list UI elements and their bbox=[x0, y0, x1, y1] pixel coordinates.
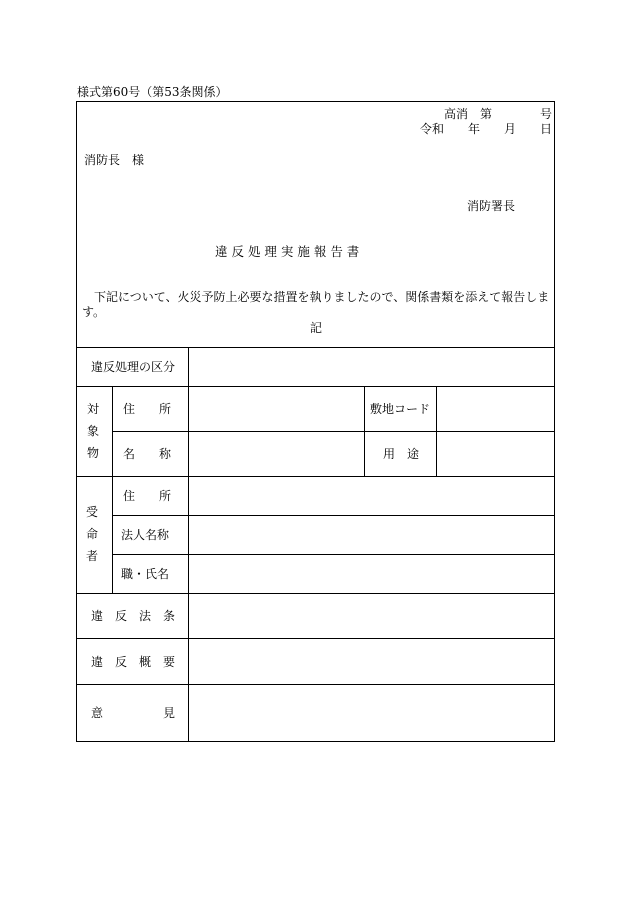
violation-category-label: 違反処理の区分 bbox=[91, 360, 176, 374]
table-line bbox=[76, 476, 555, 477]
target-name-label: 名 称 bbox=[123, 447, 172, 461]
body-text: 下記について、火災予防上必要な措置を執りましたので、関係書類を添えて報告します。 bbox=[82, 290, 550, 319]
violation-law-label: 違 反 法 条 bbox=[91, 609, 176, 623]
recipient-address-label: 住 所 bbox=[123, 489, 172, 503]
usage-label: 用 途 bbox=[383, 447, 420, 461]
table-line bbox=[76, 684, 555, 685]
table-line bbox=[76, 638, 555, 639]
table-line bbox=[112, 431, 555, 432]
table-line bbox=[364, 386, 365, 476]
form-number: 様式第60号（第53条関係） bbox=[77, 85, 228, 99]
corporate-name-label: 法人名称 bbox=[121, 528, 170, 542]
violation-summary-label: 違 反 概 要 bbox=[91, 655, 176, 669]
title-name-label: 職・氏名 bbox=[121, 567, 170, 581]
table-line bbox=[112, 386, 113, 593]
addressee: 消防長 様 bbox=[84, 153, 145, 167]
table-line bbox=[76, 347, 555, 348]
table-line bbox=[112, 554, 555, 555]
target-char: 象 bbox=[86, 424, 99, 438]
document-title: 違 反 処 理 実 施 報 告 書 bbox=[215, 244, 360, 259]
target-char: 対 bbox=[86, 402, 99, 416]
recipient-char: 命 bbox=[85, 527, 98, 541]
opinion-label: 意 見 bbox=[91, 706, 176, 720]
table-line bbox=[76, 593, 555, 594]
target-group-label bbox=[85, 398, 101, 464]
table-line bbox=[188, 347, 189, 742]
target-address-label: 住 所 bbox=[123, 402, 172, 416]
recipient-group-label bbox=[84, 501, 100, 567]
sender: 消防署長 bbox=[467, 199, 516, 213]
site-code-label: 敷地コード bbox=[370, 402, 431, 416]
ki-label: 記 bbox=[310, 321, 323, 335]
table-line bbox=[76, 386, 555, 387]
table-line bbox=[112, 515, 555, 516]
date-line: 令和 年 月 日 bbox=[420, 122, 553, 136]
recipient-char: 受 bbox=[85, 505, 98, 519]
document-number-line: 高消 第 号 bbox=[444, 107, 553, 121]
target-char: 物 bbox=[86, 446, 99, 460]
table-line bbox=[436, 386, 437, 476]
recipient-char: 者 bbox=[85, 549, 98, 563]
